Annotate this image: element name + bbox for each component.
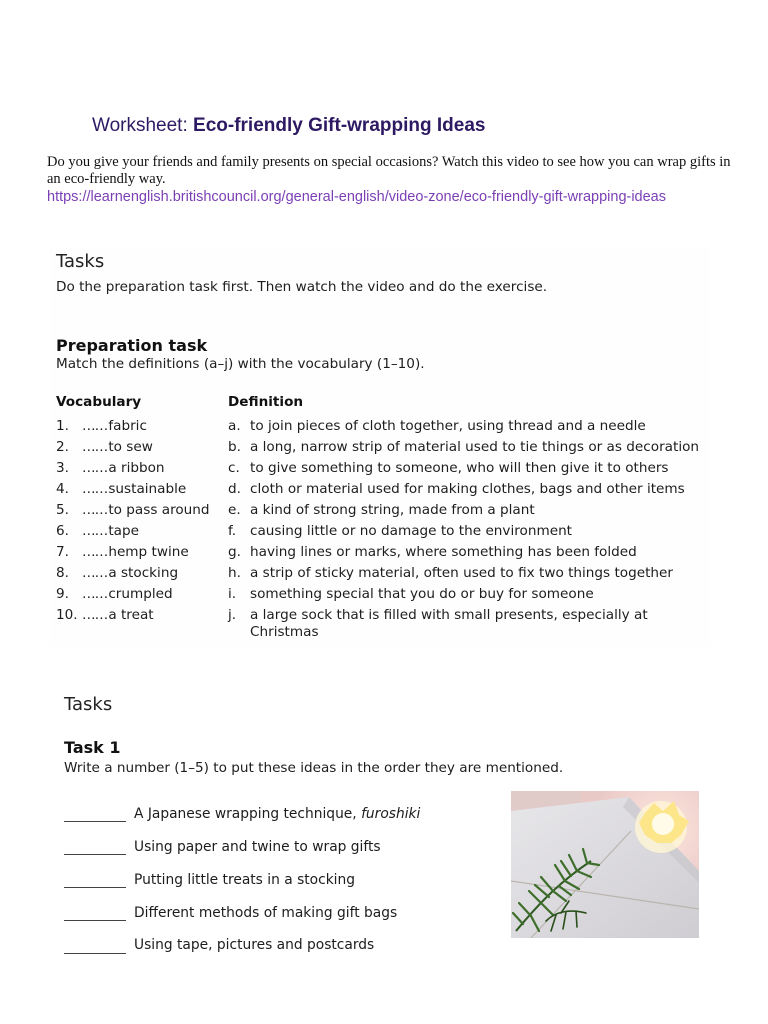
definition-letter: e.	[228, 502, 241, 518]
vocab-word: fabric	[108, 418, 147, 434]
definition-row	[228, 544, 637, 560]
definition-row	[228, 586, 594, 602]
vocab-number: 2.	[56, 439, 69, 455]
vocab-word: to pass around	[108, 502, 210, 518]
definition-text: a large sock that is filled with small presents, especially at	[250, 607, 648, 623]
tasks-heading-1: Tasks	[56, 251, 105, 272]
idea-text: Putting little treats in a stocking	[134, 872, 356, 888]
definition-letter: f.	[228, 523, 237, 539]
idea-item	[134, 937, 374, 953]
gift-photo	[511, 791, 699, 938]
gift-photo-icon	[511, 791, 699, 938]
definition-row	[228, 418, 646, 434]
vocab-number: 7.	[56, 544, 69, 560]
answer-blank[interactable]: ……	[82, 607, 108, 623]
answer-line[interactable]	[64, 920, 126, 921]
vocab-number: 4.	[56, 481, 69, 497]
answer-blank[interactable]: ……	[82, 418, 108, 434]
tasks-heading-2: Tasks	[64, 694, 113, 715]
vocab-row	[56, 439, 153, 455]
worksheet-title	[92, 115, 485, 137]
definition-letter: d.	[228, 481, 241, 497]
vocab-number: 6.	[56, 523, 69, 539]
vocab-number: 3.	[56, 460, 69, 476]
answer-line[interactable]	[64, 854, 126, 855]
definition-row	[228, 460, 669, 476]
vocab-row	[56, 544, 189, 560]
vocab-word: hemp twine	[108, 544, 189, 560]
vocab-word: a treat	[108, 607, 154, 623]
definition-letter: i.	[228, 586, 237, 602]
video-link[interactable]: https://learnenglish.britishcouncil.org/general-english/video-zone/eco-friendly-gift-wrapping-ideas	[47, 189, 666, 205]
answer-blank[interactable]: ……	[82, 502, 108, 518]
definition-letter: j.	[228, 607, 237, 623]
idea-italic-term: furoshiki	[361, 806, 421, 822]
idea-text: Using tape, pictures and postcards	[134, 937, 375, 953]
definition-text: to join pieces of cloth together, using thread and a needle	[250, 418, 646, 434]
definition-text-continued: Christmas	[250, 624, 319, 640]
definition-row	[228, 523, 572, 539]
idea-item	[134, 806, 420, 822]
definition-text: having lines or marks, where something has been folded	[250, 544, 637, 560]
vocab-word: a stocking	[108, 565, 179, 581]
task-1-instruction: Write a number (1–5) to put these ideas in the order they are mentioned.	[64, 760, 564, 776]
answer-blank[interactable]: ……	[82, 565, 108, 581]
task-1-title: Task 1	[64, 738, 121, 757]
vocab-row	[56, 586, 173, 602]
idea-text: A Japanese wrapping technique,	[134, 806, 362, 822]
definition-text: something special that you do or buy for someone	[250, 586, 594, 602]
vocab-word: sustainable	[108, 481, 187, 497]
answer-blank[interactable]: ……	[82, 523, 108, 539]
vocab-row	[56, 607, 154, 623]
title-main: Eco-friendly Gift-wrapping Ideas	[193, 115, 486, 136]
vocab-row	[56, 565, 178, 581]
vocabulary-header: Vocabulary	[56, 394, 142, 410]
answer-blank[interactable]: ……	[82, 544, 108, 560]
vocab-row	[56, 481, 186, 497]
vocab-number: 8.	[56, 565, 69, 581]
definition-letter: c.	[228, 460, 240, 476]
answer-line[interactable]	[64, 953, 126, 954]
vocab-word: a ribbon	[108, 460, 165, 476]
title-prefix: Worksheet:	[92, 115, 194, 136]
preparation-task-title: Preparation task	[56, 336, 208, 355]
preparation-instruction: Match the definitions (a–j) with the vocabulary (1–10).	[56, 356, 425, 372]
vocab-word: tape	[108, 523, 139, 539]
definition-text: causing little or no damage to the environment	[250, 523, 573, 539]
vocab-row	[56, 502, 210, 518]
definition-letter: g.	[228, 544, 241, 560]
definition-row	[228, 502, 535, 518]
definition-text: a kind of strong string, made from a plant	[250, 502, 535, 518]
vocab-row	[56, 523, 139, 539]
vocab-row	[56, 460, 165, 476]
answer-blank[interactable]: ……	[82, 481, 108, 497]
intro	[47, 154, 737, 206]
definition-text: a long, narrow strip of material used to tie things or as decoration	[250, 439, 700, 455]
idea-text: Using paper and twine to wrap gifts	[134, 839, 381, 855]
definition-letter: b.	[228, 439, 241, 455]
definition-row	[228, 607, 648, 623]
intro-text: Do you give your friends and family presents on special occasions? Watch this video to see how you can wrap gifts in an eco-friendly way.	[47, 154, 731, 187]
definition-row	[228, 565, 673, 581]
definition-header: Definition	[228, 394, 304, 410]
vocab-number: 10.	[56, 607, 78, 623]
vocab-number: 5.	[56, 502, 69, 518]
answer-line[interactable]	[64, 821, 126, 822]
definition-letter: a.	[228, 418, 241, 434]
definition-text: a strip of sticky material, often used to fix two things together	[250, 565, 673, 581]
idea-item	[134, 905, 397, 921]
idea-item	[134, 872, 355, 888]
definition-text: cloth or material used for making clothes, bags and other items	[250, 481, 685, 497]
vocab-number: 9.	[56, 586, 69, 602]
answer-blank[interactable]: ……	[82, 586, 108, 602]
definition-row	[228, 439, 699, 455]
definition-row	[228, 481, 685, 497]
vocab-number: 1.	[56, 418, 69, 434]
vocab-word: to sew	[108, 439, 153, 455]
idea-text: Different methods of making gift bags	[134, 905, 398, 921]
vocab-row	[56, 418, 147, 434]
answer-blank[interactable]: ……	[82, 460, 108, 476]
definition-letter: h.	[228, 565, 241, 581]
answer-line[interactable]	[64, 887, 126, 888]
vocab-word: crumpled	[108, 586, 173, 602]
idea-item	[134, 839, 381, 855]
tasks-instruction-1: Do the preparation task first. Then watch the video and do the exercise.	[56, 279, 548, 295]
definition-text: to give something to someone, who will then give it to others	[250, 460, 669, 476]
answer-blank[interactable]: ……	[82, 439, 108, 455]
